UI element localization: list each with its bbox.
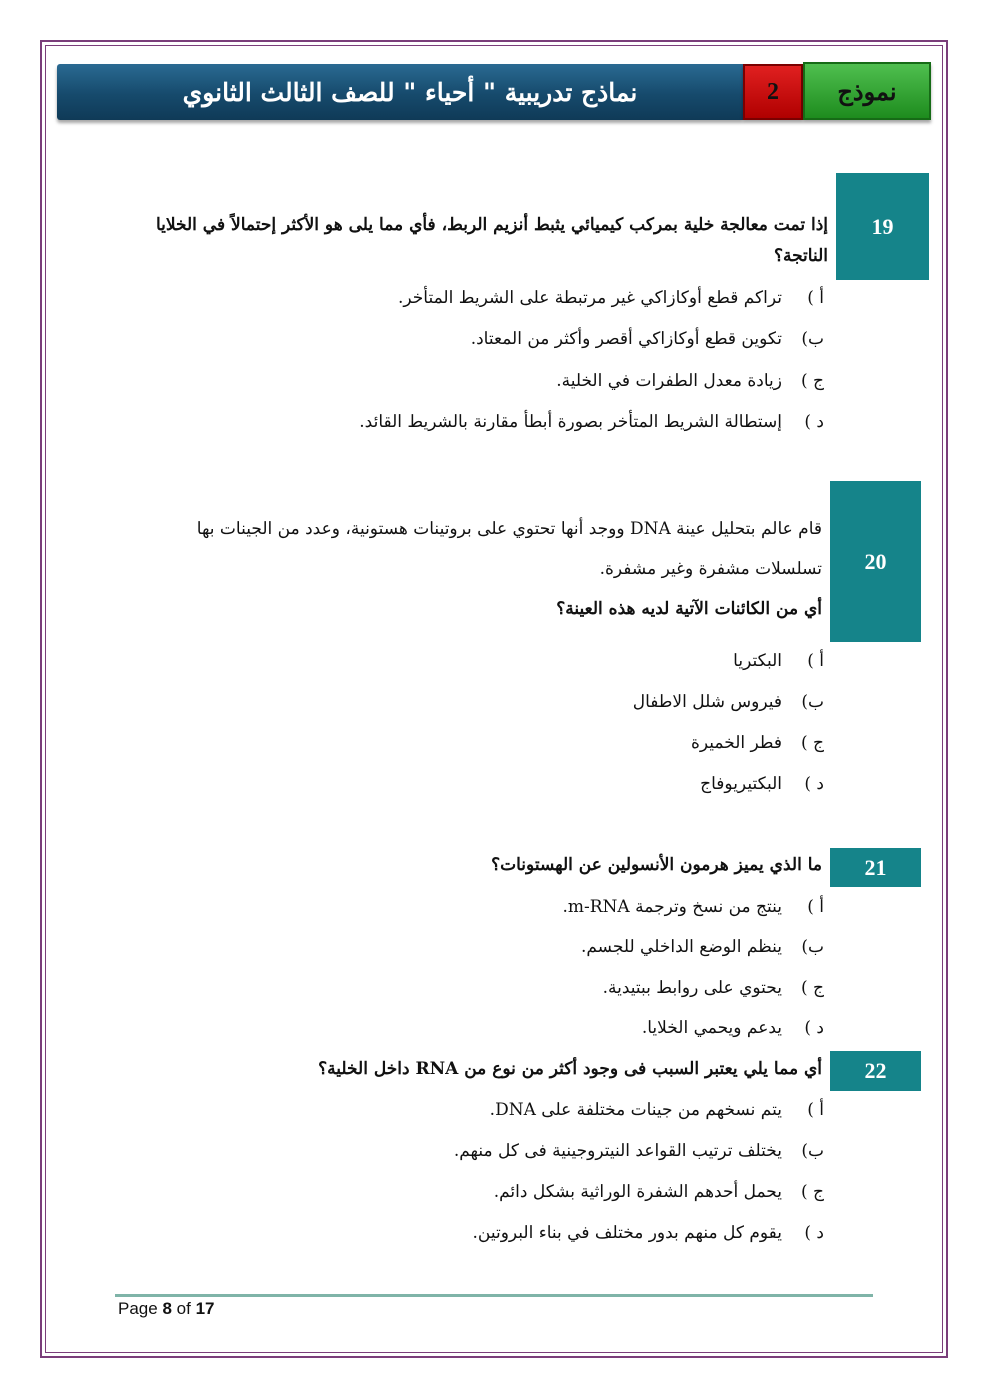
- question-20-intro: [122, 509, 822, 589]
- footer-divider: [115, 1294, 873, 1297]
- question-21-option-d[interactable]: [642, 1013, 824, 1043]
- option-text: يحتوي على روابط ببتيدية.: [602, 978, 782, 998]
- option-letter: ج ): [800, 371, 824, 391]
- question-20-intro-line: تسلسلات مشفرة وغير مشفرة.: [599, 559, 822, 579]
- question-22-stem: أي مما يلي يعتبر السبب فى وجود أكثر من نوع من RNA داخل الخلية؟: [318, 1059, 822, 1079]
- option-text: تكوين قطع أوكازاكي أقصر وأكثر من المعتاد.: [470, 329, 782, 349]
- option-letter: ج ): [800, 978, 824, 998]
- header-title: نماذج تدريبية " أحياء " للصف الثالث الثانوي: [57, 64, 743, 120]
- option-text: إستطالة الشريط المتأخر بصورة أبطأ مقارنة بالشريط القائد.: [359, 412, 782, 432]
- header-number: 2: [743, 64, 803, 120]
- question-19-option-a[interactable]: [398, 283, 824, 313]
- option-letter: أ ): [807, 288, 824, 308]
- page-of-word: of: [176, 1299, 191, 1318]
- option-text: ينظم الوضع الداخلي للجسم.: [580, 937, 782, 957]
- option-text: يقوم كل منهم بدور مختلف في بناء البروتين.: [472, 1223, 782, 1243]
- option-letter: ج ): [800, 1182, 824, 1202]
- question-21-option-c[interactable]: [603, 973, 824, 1003]
- option-letter: ب): [801, 1141, 824, 1161]
- option-text: يحمل أحدهم الشفرة الوراثية بشكل دائم.: [493, 1182, 782, 1202]
- question-19-stem-line: الناتجة؟: [773, 246, 828, 266]
- option-text: زيادة معدل الطفرات في الخلية.: [556, 371, 782, 391]
- option-letter: ب): [801, 329, 824, 349]
- page-total: 17: [195, 1299, 215, 1318]
- option-letter: ب): [801, 692, 824, 712]
- page-current: 8: [162, 1299, 172, 1318]
- question-number-20: 20: [830, 481, 921, 642]
- question-19-stem-line: إذا تمت معالجة خلية بمركب كيميائي يثبط أنزيم الربط، فأي مما يلى هو الأكثر إحتمالاً في الخلايا: [155, 215, 828, 235]
- option-text: فطر الخميرة: [691, 733, 782, 753]
- question-20-option-d[interactable]: [700, 769, 824, 799]
- option-letter: أ ): [807, 651, 824, 671]
- option-text: يدعم ويحمي الخلايا.: [641, 1018, 782, 1038]
- option-letter: د ): [804, 774, 824, 794]
- option-text: البكتريا: [733, 651, 782, 671]
- question-19-option-b[interactable]: [471, 324, 824, 354]
- page-word: Page: [118, 1299, 158, 1318]
- option-letter: ج ): [800, 733, 824, 753]
- option-text: البكتيريوفاج: [700, 774, 782, 794]
- question-19-option-c[interactable]: [556, 366, 824, 396]
- option-text: ينتج من نسخ وترجمة m-RNA.: [562, 897, 782, 917]
- question-number-19: 19: [836, 173, 929, 280]
- option-letter: د ): [804, 1018, 824, 1038]
- option-text: يتم نسخهم من جينات مختلفة على DNA.: [489, 1100, 782, 1120]
- option-text: تراكم قطع أوكازاكي غير مرتبطة على الشريط المتأخر.: [398, 288, 782, 308]
- question-22-option-c[interactable]: [494, 1177, 824, 1207]
- question-19-option-d[interactable]: [359, 407, 824, 437]
- option-text: يختلف ترتيب القواعد النيتروجينية فى كل منهم.: [453, 1141, 782, 1161]
- question-21-option-a[interactable]: [562, 892, 824, 922]
- question-20-intro-line: قام عالم بتحليل عينة DNA ووجد أنها تحتوي على بروتينات هستونية، وعدد من الجينات بها: [196, 519, 822, 539]
- question-22-option-a[interactable]: [490, 1095, 824, 1125]
- question-number-22: 22: [830, 1051, 921, 1091]
- question-22-option-d[interactable]: [473, 1218, 825, 1248]
- option-letter: ب): [801, 937, 824, 957]
- option-text: فيروس شلل الاطفال: [632, 692, 782, 712]
- question-20-option-b[interactable]: [633, 687, 824, 717]
- option-letter: د ): [804, 412, 824, 432]
- question-21-stem: ما الذي يميز هرمون الأنسولين عن الهستونات؟: [491, 855, 822, 875]
- question-22-option-b[interactable]: [454, 1136, 824, 1166]
- page-number: [118, 1299, 214, 1319]
- question-20-option-a[interactable]: [733, 646, 824, 676]
- question-number-21: 21: [830, 848, 921, 887]
- question-19-stem: [108, 210, 828, 272]
- question-20-option-c[interactable]: [691, 728, 824, 758]
- option-letter: أ ): [807, 897, 824, 917]
- option-letter: د ): [804, 1223, 824, 1243]
- question-20-stem: أي من الكائنات الآتية لديه هذه العينة؟: [556, 599, 822, 619]
- option-letter: أ ): [807, 1100, 824, 1120]
- header-model-label: نموذج: [803, 62, 931, 120]
- question-21-option-b[interactable]: [581, 932, 824, 962]
